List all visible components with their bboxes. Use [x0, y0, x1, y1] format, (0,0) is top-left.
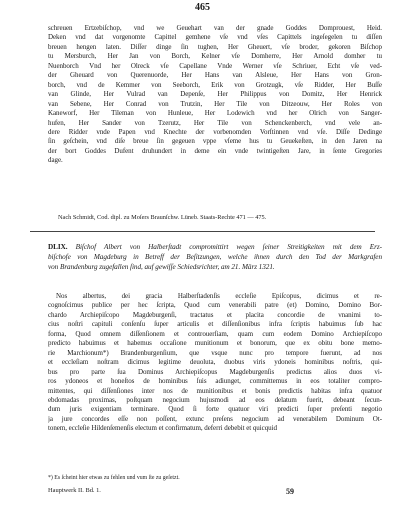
body-line: ebdomadas proximas, poſtquam negocium hujusmodi ad eos delatum fuerit, debeant ſecun-: [48, 395, 382, 404]
body-line: ros ydoneos et honeſtos de hominibus ſuis adiunget, committemus in eos totaliter compro-: [48, 377, 382, 386]
text-line: der Gheuard von Querenuorde, Her Hans van Alsleue, Her Hans von Gron-: [48, 71, 382, 80]
document-body: [48, 292, 382, 434]
text-line: Deken vnd dat vorgenomte Capittel gemhene vſe vnd vſes Capittels ingeſegelen tu diſſen: [48, 33, 382, 42]
body-line: bus pro parte ſua Dominus Archiepiſcopus Magdeburgenſis predictus alios duos vi-: [48, 367, 382, 376]
body-line: Nos albertus, dei gracia Halberſtadenſis eccleſie Epiſcopus, dicimus et re-: [56, 292, 382, 300]
text-line: tu Mersburch, Her Jan von Borch, Kelner vſe Domherre, Her Arnold domher tu: [48, 52, 382, 61]
continued-text: [48, 24, 382, 166]
text-line: ſin geſchein, vnd diſe breue ſin gegeuen vppe vſeme hus tu Geuekeſten, in den Jaren na: [48, 137, 382, 146]
footnote: *) Es ſcheint hier etwas zu fehlen und vum ſte zu geſetzt.: [48, 475, 180, 481]
body-line: dum juris exigentiam terminare. Quod ſi forte quatuor viri predicti ſuper preſenti negotio: [48, 405, 382, 414]
body-line: predicto habuimus et habemus occaſione munitionum et bonorum, que ex obitu bone memo-: [48, 339, 382, 348]
body-line: rie Marchionum*) Brandenburgenſium, que vsque nunc pro tempore fuerunt, ad nos: [48, 348, 382, 357]
body-line: tonem, eccleſie Hildenſemenſis electum et confirmatum, deferri debebit et quicquid: [48, 424, 277, 433]
text-line: van Glinde, Her Vulrad van Depenſe, Her Philippus von Domitz, Her Henrick: [48, 90, 382, 99]
text-line: Nuenborch Vnd her Olreck vſe Capellane Vnde Werner vſe Schriuer, Echt vſe ved-: [48, 61, 382, 70]
source-note: Nach Schmidt, Cod. dipl. zu Moſers Braunſchw. Lüneb. Staats-Rechte 471 — 475.: [58, 214, 267, 221]
text-line: borch, vnd de Kemmer von Seeborch, Erik von Grotzugk, vſe Ridder, Her Buſſe: [48, 80, 382, 89]
heading-line: biſchofe von Magdeburg in Betreff der Beſitzungen, welche ihnen durch den Tod der Markgrafen: [48, 253, 382, 262]
body-line: et eccleſiam noſtram dicimus legitime deuoluta, duobus viris ydoneis hominibus noſtris, qui-: [48, 358, 382, 367]
text-line: van Sebene, Her Conrad von Trutzin, Her Tile von Ditzeouw, Her Roles von: [48, 99, 382, 108]
text-line: der bort Goddes Dufent druhundert in deme ein vnde twintigeſten Jare, in ſente Gregories: [48, 146, 382, 155]
body-line: chardo Archiepiſcopo Magdeburgenſi, tractatus et placita concordie de vnanimi to-: [48, 310, 382, 319]
document-number: DLIX.: [48, 243, 76, 251]
text-line: schreuen Ertzebiſchop, vnd we Geuehart van der gnade Goddes Domprouest, Heid.: [48, 24, 382, 32]
text-line: breuen hengen laten. Diſſer dinge ſin tughen, Her Gheuert, vſe broder, gekoren Biſchop: [48, 42, 382, 51]
text-line: Kaneworf, Her Tileman von Hunleue, Her Lodewich vnd her Olrich von Sanger-: [48, 109, 382, 118]
text-line: dage.: [48, 156, 63, 165]
body-line: ja jure concordes eſſe non poſſent, extunc preſens negocium ad venerabilem Dominum Ot-: [48, 414, 382, 423]
section-divider: [30, 231, 375, 232]
text-line: dere Ridder vnde Papen vnd Knechte der vorbenomden Vorſtinnen vnd vſe. Diſſe Dedinge: [48, 127, 382, 136]
heading-line: von Brandenburg zugefallen ſind, auf gewiſſe Schiedsrichter, am 21. März 1321.: [48, 263, 275, 272]
page-number: 465: [195, 2, 210, 13]
signature-mark: Hauptwerk II. Bd. 1.: [48, 487, 101, 494]
heading-line: DLIX. Biſchof Albert von Halberſtadt compromittirt wegen ſeiner Streitigkeiten mit dem Erz-: [48, 243, 382, 251]
body-line: mittentes, qui diſſenſiones inter nos de munitionibus et bonis predictis habitas infra quatuor: [48, 386, 382, 395]
document-heading: [48, 242, 382, 273]
body-line: cius noſtri capituli conſenſu ſuper articulis et diſſenſionibus infra ſcriptis habuimus ſub hac: [48, 320, 382, 329]
body-line: forma, Quod omnem diſſenſionem et controuerſiam, quam cum eodem Domino Archiepiſcopo: [48, 329, 382, 338]
text-line: hufen, Her Sander von Tzerutz, Her Tile von Schenckenberch, vnd vele an-: [48, 118, 382, 127]
body-line: cognoſcimus publice per hec ſcripta, Quod cum venerabili patre (et) Domino, Domino Bor-: [48, 301, 382, 310]
folio-number: 59: [286, 487, 294, 496]
